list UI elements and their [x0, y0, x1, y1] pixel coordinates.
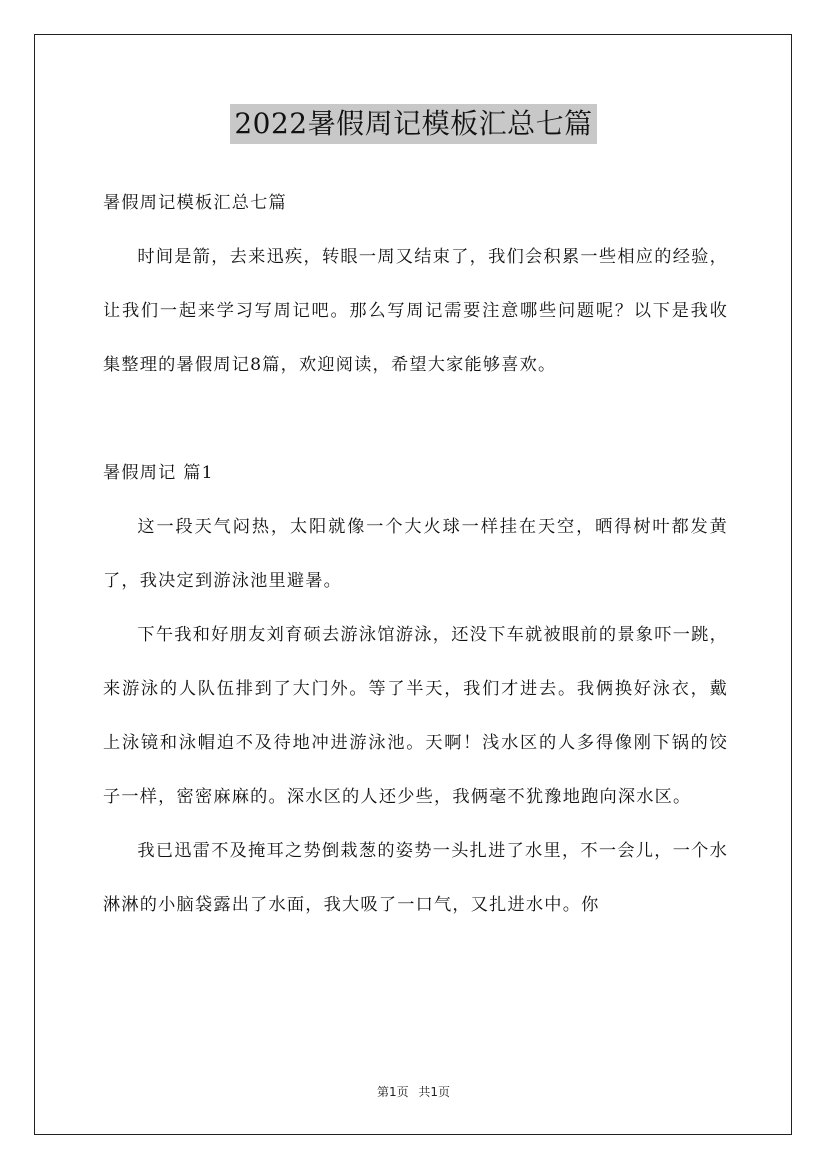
body-paragraph: 下午我和好朋友刘育硕去游泳馆游泳，还没下车就被眼前的景象吓一跳，来游泳的人队伍排到了大门外。等了半天，我们才进去。我俩换好泳衣，戴上泳镜和泳帽迫不及待地冲进游泳池。天啊！浅水区的人多得像刚下锅的饺子一样，密密麻麻的。深水区的人还少些，我俩毫不犹豫地跑向深水区。 [103, 625, 728, 807]
section-heading: 暑假周记 篇1 [103, 463, 214, 483]
body-paragraph: 这一段天气闷热，太阳就像一个大火球一样挂在天空，晒得树叶都发黄了，我决定到游泳池里避暑。 [103, 517, 728, 591]
page-total: 共1页 [418, 1085, 451, 1099]
page-number: 第1页 [376, 1085, 409, 1099]
spacer [103, 392, 728, 446]
subtitle: 暑假周记模板汇总七篇 [103, 193, 287, 213]
document-title: 2022暑假周记模板汇总七篇 [230, 104, 596, 144]
document-body [103, 176, 728, 932]
intro-paragraph: 时间是箭，去来迅疾，转眼一周又结束了，我们会积累一些相应的经验，让我们一起来学习写周记吧。那么写周记需要注意哪些问题呢？以下是我收集整理的暑假周记8篇，欢迎阅读，希望大家能够喜欢。 [103, 247, 728, 375]
title-container [0, 104, 827, 144]
page-footer [0, 1083, 827, 1100]
body-paragraph: 我已迅雷不及掩耳之势倒栽葱的姿势一头扎进了水里，不一会儿，一个水淋淋的小脑袋露出了水面，我大吸了一口气，又扎进水中。你 [103, 841, 728, 915]
